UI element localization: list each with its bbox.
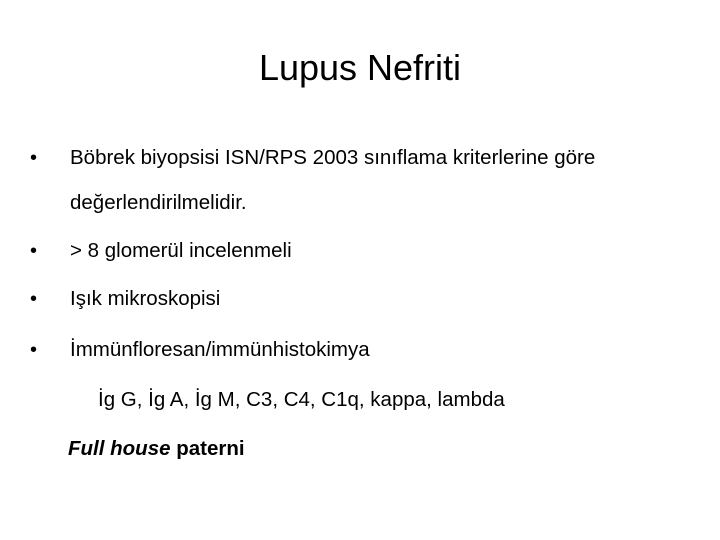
full-house-line [68,435,245,463]
antibody-list: İg G, İg A, İg M, C3, C4, C1q, kappa, lambda [98,388,505,411]
bullet-text: > 8 glomerül incelenmeli [70,239,292,262]
bullet-marker: • [30,339,38,361]
bullet-marker: • [30,288,38,310]
bullet-marker: • [30,240,38,262]
bullet-text: Işık mikroskopisi [70,287,221,310]
full-house-rest: paterni [170,437,245,460]
bullet-text: Böbrek biyopsisi ISN/RPS 2003 sınıflama kriterlerine göre [70,146,596,169]
full-house-emphasis: Full house [68,437,171,460]
bullet-text: İmmünfloresan/immünhistokimya [70,338,370,361]
bullet-text-continuation: değerlendirilmelidir. [70,191,247,214]
bullet-marker: • [30,147,38,169]
slide-title: Lupus Nefriti [258,47,462,88]
